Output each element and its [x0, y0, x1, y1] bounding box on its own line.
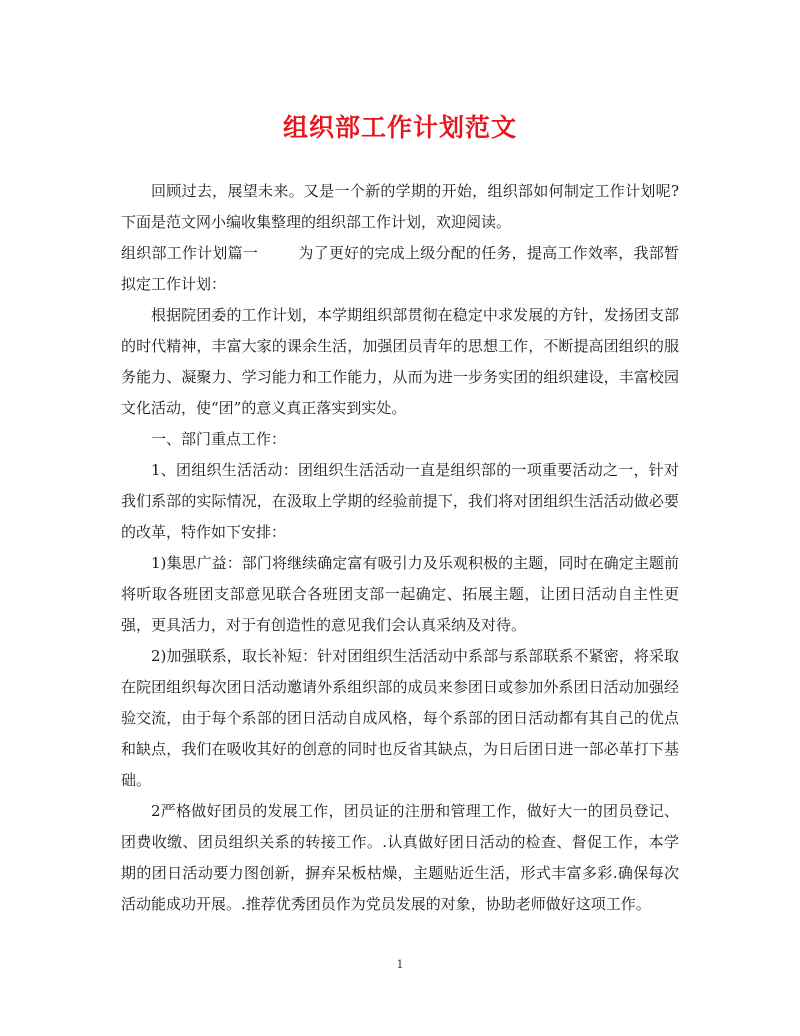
section-label: 组织部工作计划篇一 [121, 244, 259, 262]
item-1-paragraph: 1、团组织生活活动：团组织生活活动一直是组织部的一项重要活动之一，针对我们系部的实际情况，在汲取上学期的经验前提下，我们将对团组织生活活动做必要的改革，特作如下安排： [121, 461, 679, 541]
item-2-paragraph: 2严格做好团员的发展工作，团员证的注册和管理工作，做好大一的团员登记、团费收缴、团员组织关系的转接工作。.认真做好团日活动的检查、督促工作，本学期的团日活动要力图创新，摒弃呆板枯燥，主题贴近生活，形式丰富多彩.确保每次活动能成功开展。.推荐优秀团员作为党员发展的对象，协助老师做好这项工作。 [121, 802, 679, 913]
section-paragraph [121, 238, 679, 300]
page-number: 1 [396, 958, 404, 971]
document-title: 组织部工作计划范文 [282, 113, 517, 142]
guideline-paragraph: 根据院团委的工作计划，本学期组织部贯彻在稳定中求发展的方针，发扬团支部的时代精神，丰富大家的课余生活，加强团员青年的思想工作，不断提高团组织的服务能力、凝聚力、学习能力和工作能力，从而为进一步务实团的组织建设，丰富校园文化活动，使“团”的意义真正落实到实处。 [121, 306, 679, 417]
intro-paragraph: 回顾过去，展望未来。又是一个新的学期的开始，组织部如何制定工作计划呢?下面是范文网小编收集整理的组织部工作计划，欢迎阅读。 [121, 182, 679, 231]
item-1-1-paragraph: 1)集思广益：部门将继续确定富有吸引力及乐观积极的主题，同时在确定主题前将听取各班团支部意见联合各班团支部一起确定、拓展主题，让团日活动自主性更强，更具活力，对于有创造性的意见我们会认真采纳及对待。 [121, 554, 679, 634]
section-lead: 为了更好的完成上级分配的任务，提高工作效率，我部暂拟定工作计划： [121, 244, 679, 293]
item-1-2-paragraph: 2)加强联系，取长补短：针对团组织生活活动中系部与系部联系不紧密，将采取在院团组织每次团日活动邀请外系组织部的成员来参团日或参加外系团日活动加强经验交流，由于每个系部的团日活动自成风格，每个系部的团日活动都有其自己的优点和缺点，我们在吸收其好的创意的同时也反省其缺点，为日后团日进一部必革打下基础。 [121, 647, 679, 789]
heading-key-work: 一、部门重点工作： [151, 430, 287, 448]
document-body [121, 176, 679, 920]
